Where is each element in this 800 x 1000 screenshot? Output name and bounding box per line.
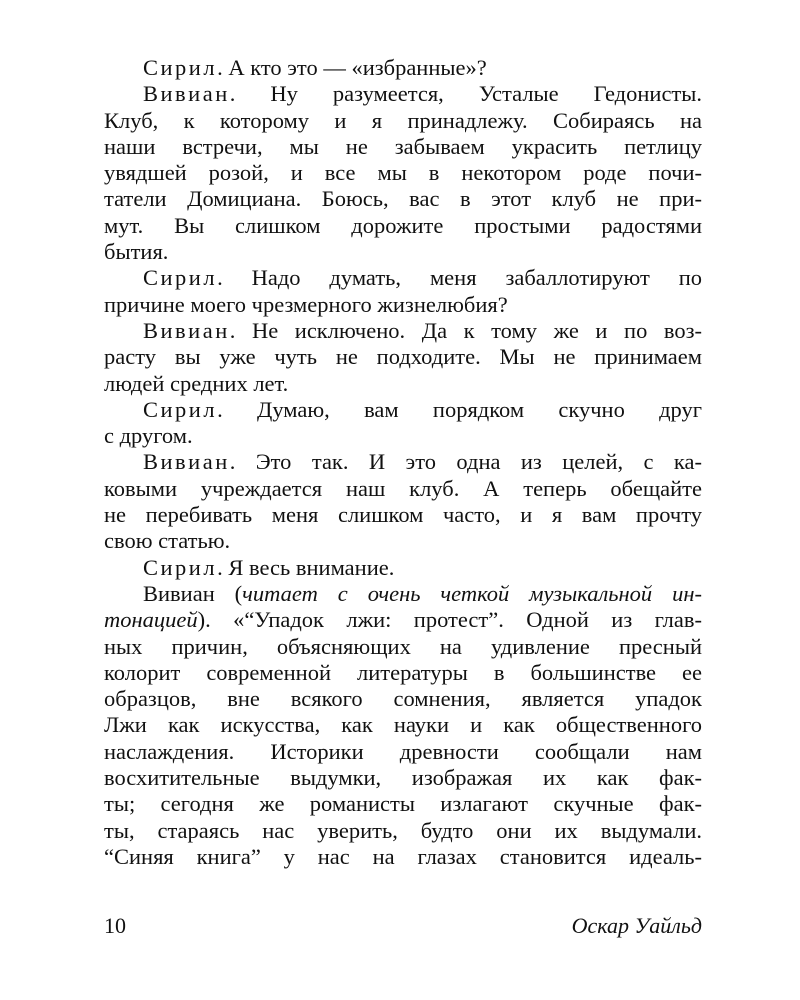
text-line: тонацией). «“Упадок лжи: протест”. Одной из глав-	[104, 607, 702, 633]
stage-direction: читает с очень четкой музыкальной ин-	[242, 580, 703, 606]
text-line: “Синяя книга” у нас на глазах становится идеаль-	[104, 843, 702, 869]
speaker-name: Вивиан	[143, 317, 230, 343]
text-line: Сирил. А кто это — «избранные»?	[143, 55, 487, 80]
text-line: причине моего чрезмерного жизнелюбия?	[104, 291, 508, 317]
speaker-name: Сирил	[143, 554, 218, 580]
text-line: Сирил. Надо думать, меня забаллотируют по	[143, 265, 702, 291]
dialogue-text	[104, 55, 702, 870]
text-line: ных причин, объясняющих на удивление пресный	[104, 633, 702, 659]
text-line: Сирил. Я весь внимание.	[143, 554, 395, 580]
text-line: не перебивать меня слишком часто, и я вам прочту	[104, 502, 702, 528]
text-line: образцов, вне всякого сомнения, является упадок	[104, 686, 702, 712]
speaker-name: Вивиан	[143, 81, 230, 107]
text-line: ты, стараясь нас уверить, будто они их выдумали.	[104, 817, 702, 843]
text-line: свою статью.	[104, 528, 231, 554]
text-line: Сирил. Думаю, вам порядком скучно друг	[143, 396, 702, 422]
speaker-name: Сирил	[143, 265, 218, 291]
speaker-name: Вивиан	[143, 449, 230, 475]
text-line: колорит современной литературы в большинстве ее	[104, 659, 702, 685]
text-line: Вивиан. Не исключено. Да к тому же и по воз-	[143, 317, 702, 343]
text-line: наши встречи, мы не забываем украсить петлицу	[104, 133, 702, 159]
text-line: ты; сегодня же романисты излагают скучные фак-	[104, 791, 702, 817]
text-line: ковыми учреждается наш клуб. А теперь обещайте	[104, 475, 702, 501]
text-line: расту вы уже чуть не подходите. Мы не принимаем	[104, 344, 702, 370]
text-line: мут. Вы слишком дорожите простыми радостями	[104, 212, 702, 238]
text-line: Вивиан. Это так. И это одна из целей, с ка-	[143, 449, 702, 475]
text-line: Клуб, к которому и я принадлежу. Собираясь на	[104, 107, 702, 133]
text-line: Лжи как искусства, как науки и как общественного	[104, 712, 702, 738]
text-line: увядшей розой, и все мы в некотором роде почи-	[104, 160, 702, 186]
text-line: наслаждения. Историки древности сообщали нам	[104, 738, 702, 764]
running-head-author: Оскар Уайльд	[571, 913, 702, 938]
speaker-name: Сирил	[143, 55, 218, 80]
text-line: бытия.	[104, 239, 169, 265]
text-line: людей средних лет.	[104, 370, 289, 396]
stage-direction: тонацией	[104, 607, 198, 633]
page-number: 10	[104, 913, 126, 938]
text-line: с другом.	[104, 423, 193, 449]
text-line: восхитительные выдумки, изображая их как фак-	[104, 765, 702, 791]
text-line: татели Домициана. Боюсь, вас в этот клуб не при-	[104, 186, 702, 212]
speaker-name: Сирил	[143, 396, 218, 422]
text-line: Вивиан (читает с очень четкой музыкальной ин-	[143, 580, 703, 606]
text-line: Вивиан. Ну разумеется, Усталые Гедонисты.	[143, 81, 702, 107]
